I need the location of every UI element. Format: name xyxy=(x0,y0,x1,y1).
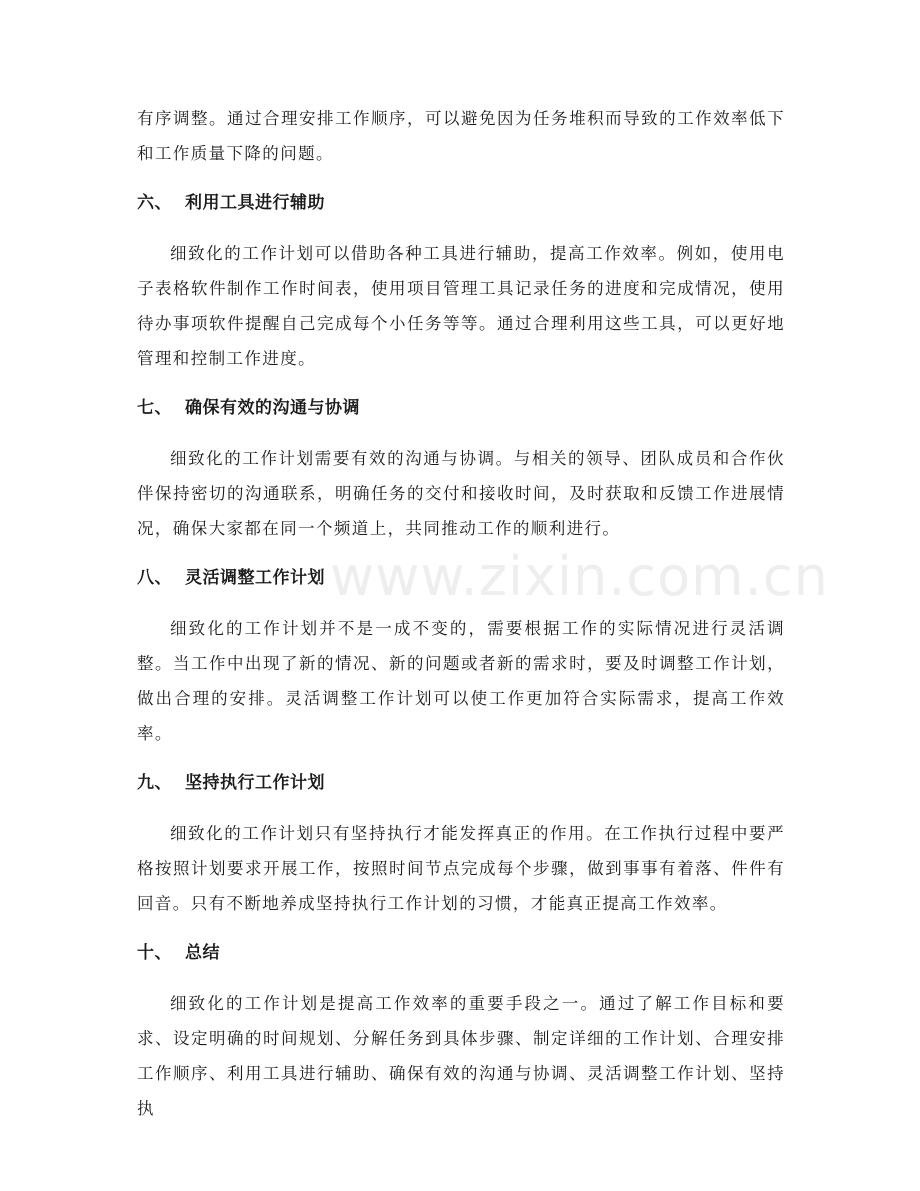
section-8 xyxy=(137,563,785,751)
section-heading xyxy=(137,563,785,593)
document-body xyxy=(137,101,785,1126)
watermark: www.zixin.com.cn xyxy=(330,545,829,608)
section-number: 九、 xyxy=(137,773,172,793)
section-heading xyxy=(137,938,785,968)
section-10 xyxy=(137,938,785,1126)
intro-paragraph: 有序调整。通过合理安排工作顺序，可以避免因为任务堆积而导致的工作效率低下和工作质量下降的问题。 xyxy=(137,109,785,163)
section-paragraph: 细致化的工作计划是提高工作效率的重要手段之一。通过了解工作目标和要求、设定明确的时间规划、分解任务到具体步骤、制定详细的工作计划、合理安排工作顺序、利用工具进行辅助、确保有效的沟通与协调、灵活调整工作计划、坚持执 xyxy=(137,994,785,1118)
section-7 xyxy=(137,393,785,546)
section-number: 十、 xyxy=(137,943,172,963)
section-paragraph: 细致化的工作计划并不是一成不变的，需要根据工作的实际情况进行灵活调整。当工作中出现了新的情况、新的问题或者新的需求时，要及时调整工作计划，做出合理的安排。灵活调整工作计划可以使工作更加符合实际需求，提高工作效率。 xyxy=(137,619,785,743)
section-title: 总结 xyxy=(185,943,220,963)
section-title: 坚持执行工作计划 xyxy=(185,773,325,793)
section-title: 利用工具进行辅助 xyxy=(185,193,325,213)
section-paragraph: 细致化的工作计划只有坚持执行才能发挥真正的作用。在工作执行过程中要严格按照计划要求开展工作，按照时间节点完成每个步骤，做到事事有着落、件件有回音。只有不断地养成坚持执行工作计划的习惯，才能真正提高工作效率。 xyxy=(137,824,785,913)
section-paragraph: 细致化的工作计划需要有效的沟通与协调。与相关的领导、团队成员和合作伙伴保持密切的沟通联系，明确任务的交付和接收时间，及时获取和反馈工作进展情况，确保大家都在同一个频道上，共同推动工作的顺利进行。 xyxy=(137,449,785,538)
section-heading xyxy=(137,393,785,423)
section-number: 七、 xyxy=(137,398,172,418)
section-6 xyxy=(137,188,785,376)
section-title: 灵活调整工作计划 xyxy=(185,568,325,588)
section-title: 确保有效的沟通与协调 xyxy=(185,398,360,418)
section-number: 八、 xyxy=(137,568,172,588)
section-paragraph: 细致化的工作计划可以借助各种工具进行辅助，提高工作效率。例如，使用电子表格软件制作工作时间表，使用项目管理工具记录任务的进度和完成情况，使用待办事项软件提醒自己完成每个小任务等等。通过合理利用这些工具，可以更好地管理和控制工作进度。 xyxy=(137,244,785,368)
section-heading xyxy=(137,188,785,218)
section-number: 六、 xyxy=(137,193,172,213)
section-9 xyxy=(137,768,785,921)
section-heading xyxy=(137,768,785,798)
